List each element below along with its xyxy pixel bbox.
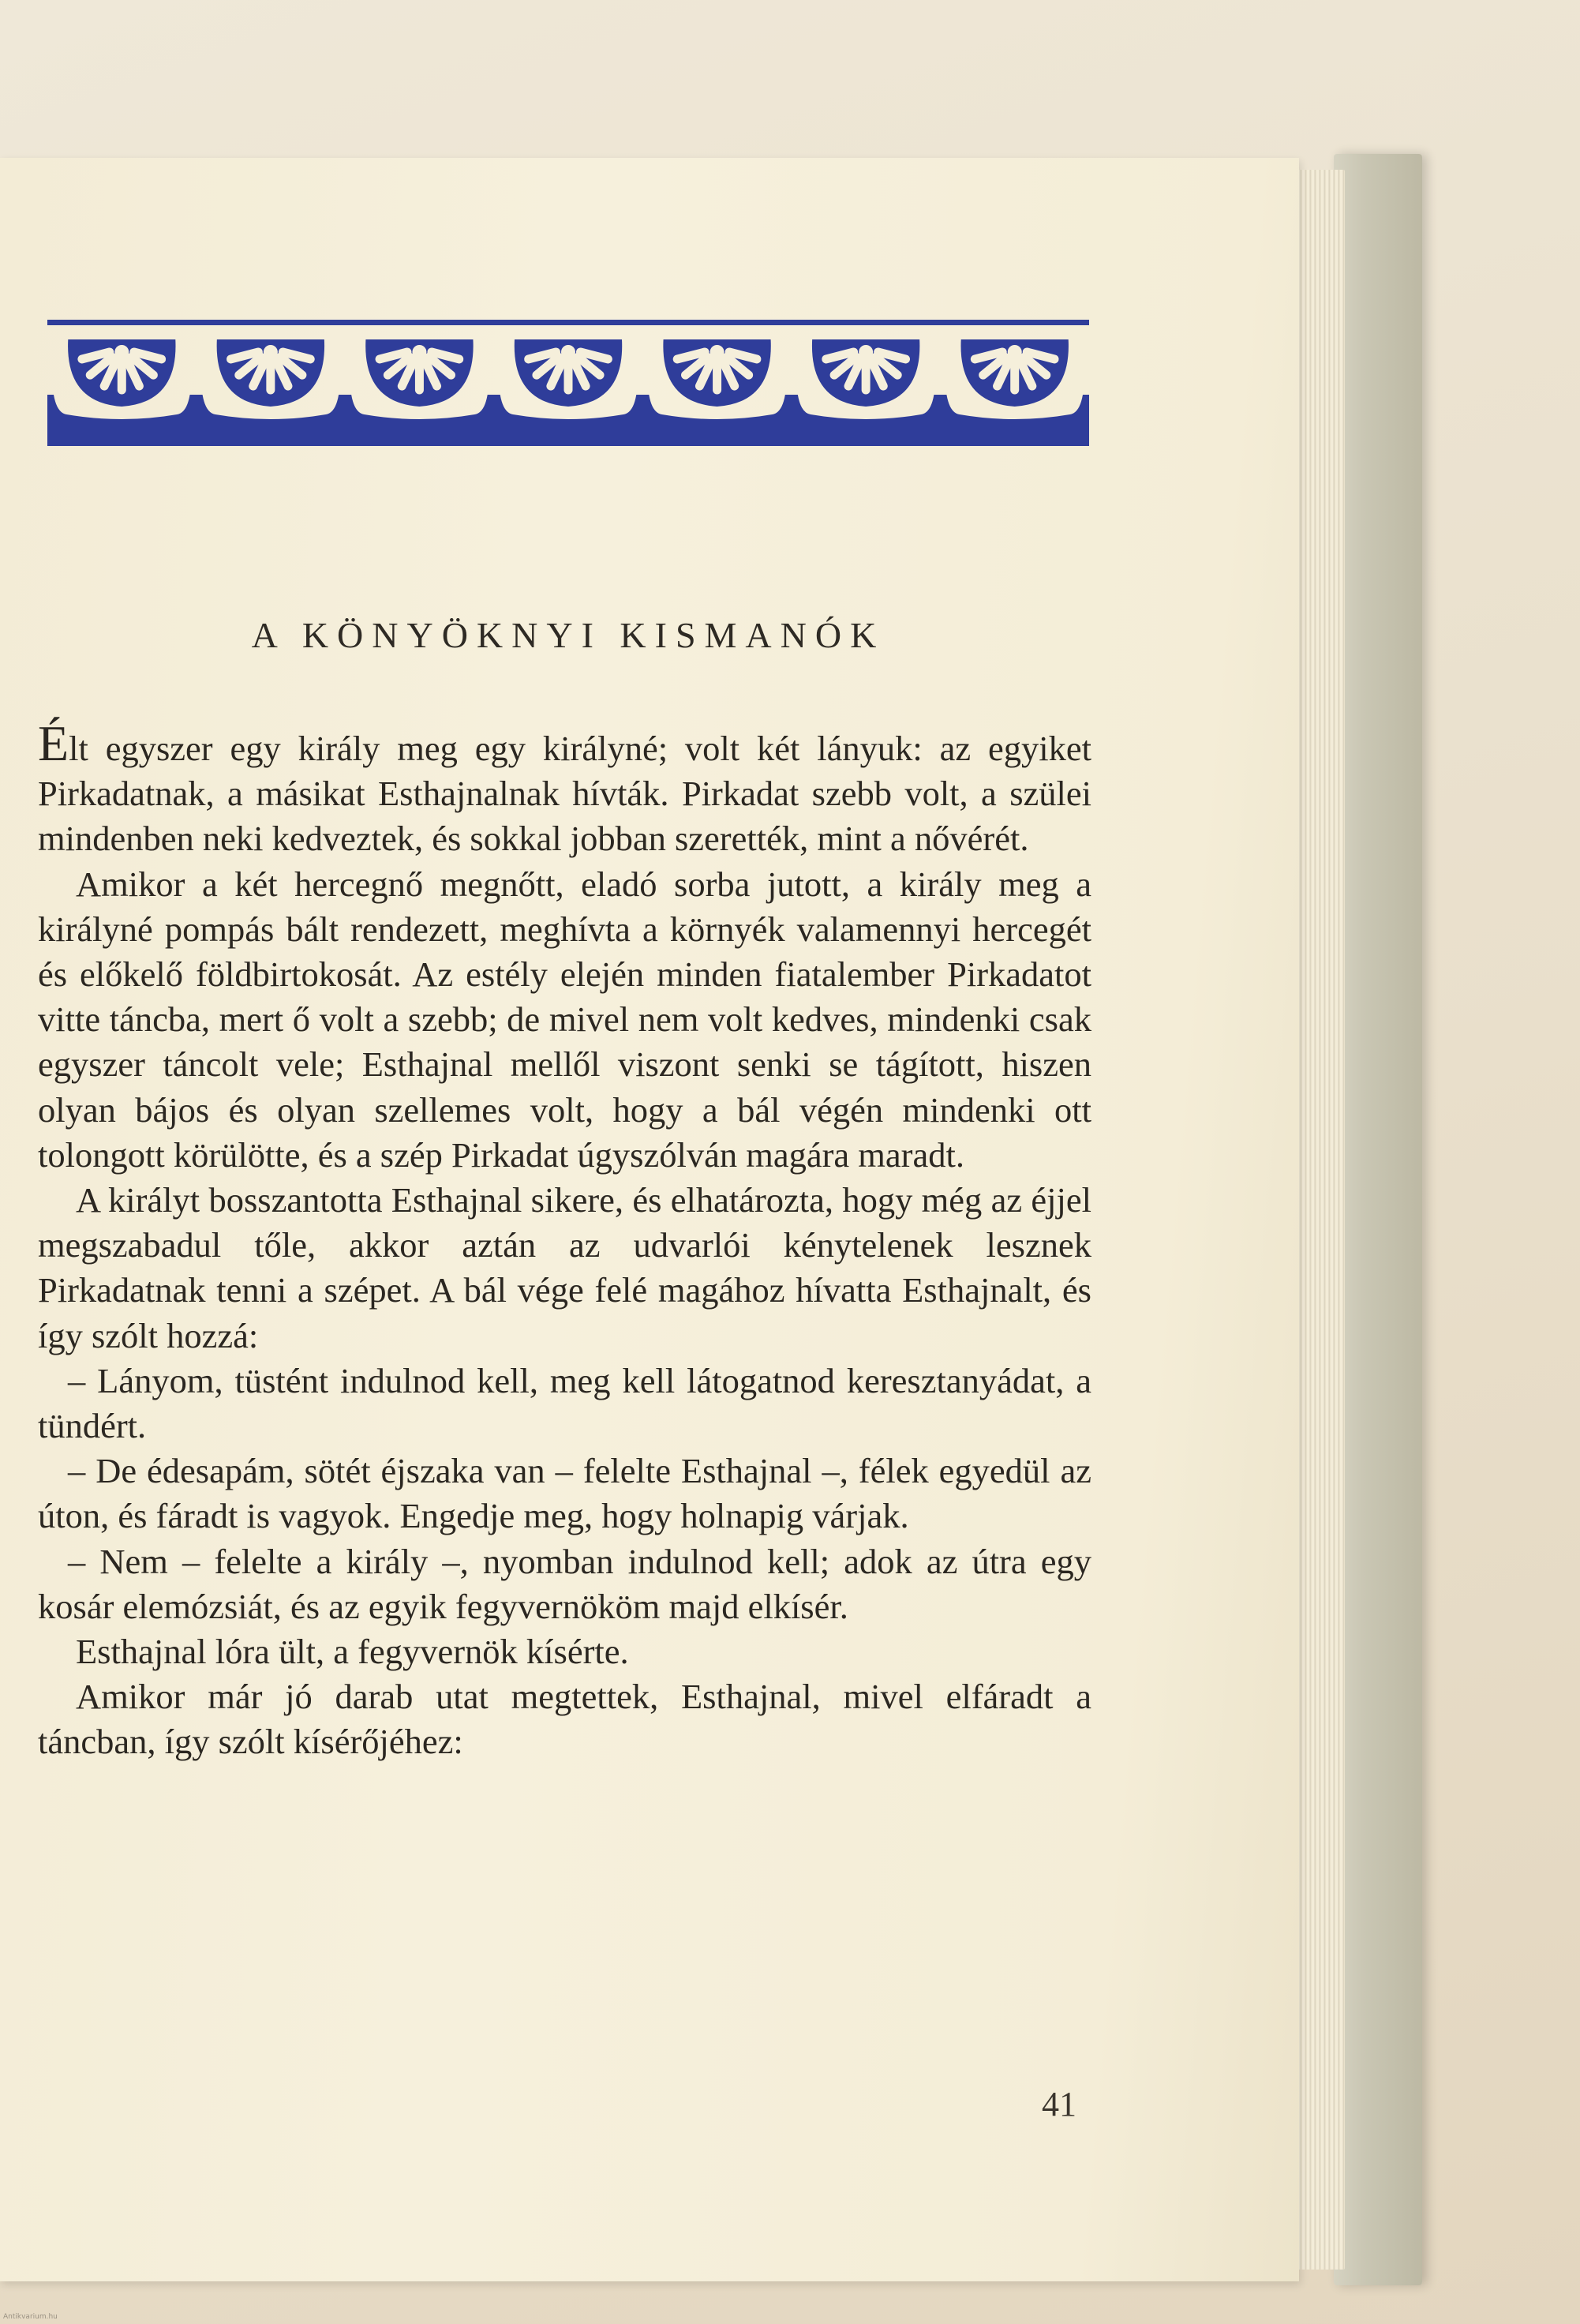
- drop-cap: É: [38, 715, 69, 771]
- paragraph-5: – De édesapám, sötét éjszaka van – felelte Esthajnal –, félek egyedül az úton, és fáradt is vagyok. Engedje meg, hogy holnapig várjak.: [38, 1451, 1091, 1536]
- ornament-rosette-icon: [663, 339, 770, 407]
- book-cover-edge: [1334, 154, 1422, 2285]
- paragraph-8: Amikor már jó darab utat megtettek, Esthajnal, mivel elfáradt a táncban, így szólt kísérőjéhez:: [38, 1677, 1091, 1762]
- page-number: 41: [1042, 2085, 1076, 2123]
- paragraph-2: Amikor a két hercegnő megnőtt, eladó sorba jutott, a király meg a királyné pompás bált rendezett, meghívta a környék valamennyi hercegét és előkelő földbirtokosát. Az estély elején minden fiatalember Pirkadatot vitte táncba, mert ő volt a szebb; de mivel nem volt kedves, mindenki csak egyszer táncolt vele; Esthajnal mellől viszont senki se tágított, hiszen olyan bájos és olyan szellemes volt, hogy a bál végén mindenki ott tolongott körülötte, és a szép Pirkadat úgyszólván magára maradt.: [38, 864, 1091, 1175]
- paragraph-3: A királyt bosszantotta Esthajnal sikere, és elhatározta, hogy még az éjjel megszabadul tőle, akkor aztán az udvarlói kénytelenek lesznek Pirkadatnak tenni a szépet. A bál vége felé magához hívatta Esthajnalt, és így szólt hozzá:: [38, 1180, 1091, 1355]
- paragraph-4: – Lányom, tüstént indulnod kell, meg kell látogatnod keresztanyádat, a tündért.: [38, 1360, 1091, 1446]
- paragraph-1: [38, 715, 1091, 862]
- ornament-motifs: [47, 339, 1089, 446]
- ornament-rosette-icon: [812, 339, 919, 407]
- site-watermark: Antikvarium.hu: [3, 2313, 58, 2321]
- ornament-rosette-icon: [961, 339, 1069, 407]
- ornament-rosette-icon: [217, 339, 324, 407]
- ornament-rosette-icon: [515, 339, 622, 407]
- paragraph-7: Esthajnal lóra ült, a fegyvernök kísérte.: [76, 1632, 629, 1672]
- story-text: [38, 715, 1091, 1765]
- paragraph-1-text: lt egyszer egy király meg egy királyné; volt két lányuk: az egyiket Pirkadatnak, a másikat Esthajnalnak hívták. Pirkadat szebb volt, a szülei mindenben neki kedveztek, és sokkal jobban szerették, mint a nővérét.: [38, 729, 1091, 859]
- chapter-title: A KÖNYÖKNYI KISMANÓK: [251, 615, 885, 655]
- blue-ornament-band: [47, 320, 1089, 446]
- paragraph-6: – Nem – felelte a király –, nyomban indulnod kell; adok az útra egy kosár elemózsiát, és az egyik fegyvernököm majd elkísér.: [38, 1541, 1091, 1626]
- ornament-rosette-icon: [365, 339, 473, 407]
- ornament-rosette-icon: [68, 339, 175, 407]
